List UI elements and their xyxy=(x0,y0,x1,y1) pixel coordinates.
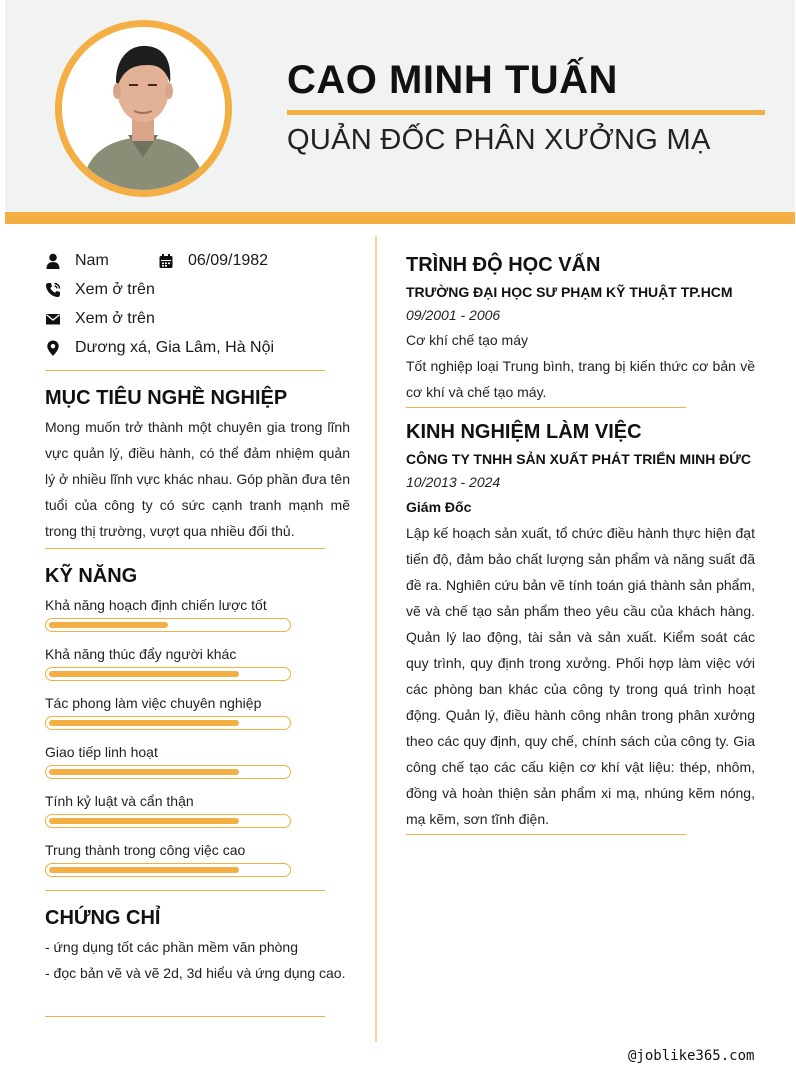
skill-label: Tác phong làm việc chuyên nghiệp xyxy=(45,695,262,711)
experience-period: 10/2013 - 2024 xyxy=(406,474,501,490)
skill-level-fill xyxy=(49,622,168,628)
column-divider xyxy=(375,236,377,1042)
objective-title: MỤC TIÊU NGHỀ NGHIỆP xyxy=(45,387,288,409)
candidate-name: CAO MINH TUẤN xyxy=(287,58,618,102)
phone-row xyxy=(45,279,155,301)
calendar-icon xyxy=(158,253,174,269)
envelope-icon xyxy=(45,311,61,327)
skill-label: Giao tiếp linh hoạt xyxy=(45,744,158,760)
map-pin-icon xyxy=(45,340,61,356)
education-major: Cơ khí chế tạo máy xyxy=(406,332,529,348)
skill-level-fill xyxy=(49,671,239,677)
skill-level-fill xyxy=(49,818,239,824)
experience-title: KINH NGHIỆM LÀM VIỆC xyxy=(406,421,642,443)
experience-position: Giám Đốc xyxy=(406,499,472,515)
skill-level-fill xyxy=(49,867,239,873)
skill-level-bar xyxy=(45,667,291,681)
skills-separator xyxy=(45,890,325,891)
profile-photo xyxy=(55,20,232,197)
skill-level-bar xyxy=(45,618,291,632)
person-icon xyxy=(45,253,61,269)
contact-separator xyxy=(45,370,325,371)
skill-level-fill xyxy=(49,720,239,726)
skill-level-fill xyxy=(49,769,239,775)
name-underline xyxy=(287,110,765,115)
gender-value: Nam xyxy=(75,252,109,269)
certificates-title: CHỨNG CHỈ xyxy=(45,907,161,929)
skill-level-bar xyxy=(45,863,291,877)
experience-description: Lập kế hoạch sản xuất, tổ chức điều hành thực hiện đạt tiến độ, đảm bảo chất lượng sản phẩm và năng suất đã đề ra. Nghiên cứu bản vẽ tính toán giá thành sản phẩm, vẽ và chế tạo sản phẩm theo yêu cầu của khách hàng. Quản lý lao động, tài sản và sản xuất. Kiểm soát các quy trình, quy định trong xưởng. Phối hợp làm việc với các phòng ban khác của công ty trong quá trình hoạt động. Quản lý, điều hành công nhân trong phân xưởng theo các quy định, quy chế, chính sách của công ty. Gia công chế tạo các cấu kiện cơ khí vật liệu: thép, nhôm, đồng và hoàn thiện sản phẩm xi mạ, nhúng kẽm nóng, mạ kẽm, sơn tĩnh điện. xyxy=(406,525,755,827)
skill-level-bar xyxy=(45,716,291,730)
skill-label: Khả năng hoạch định chiến lược tốt xyxy=(45,597,267,613)
education-period: 09/2001 - 2006 xyxy=(406,307,501,323)
school-name: TRƯỜNG ĐẠI HỌC SƯ PHẠM KỸ THUẬT TP.HCM xyxy=(406,284,733,300)
skill-label: Tính kỷ luật và cẩn thận xyxy=(45,793,194,809)
education-description: Tốt nghiệp loại Trung bình, trang bị kiến thức cơ bản về cơ khí và chế tạo máy. xyxy=(406,358,755,400)
certificate-item: - đọc bản vẽ và vẽ 2d, 3d hiểu và ứng dụng cao. xyxy=(45,965,346,981)
birthday-row xyxy=(158,250,268,272)
experience-separator xyxy=(406,834,686,835)
address-row xyxy=(45,337,274,359)
header-accent-bar xyxy=(5,212,795,224)
certificates-separator xyxy=(45,1016,325,1017)
skill-level-bar xyxy=(45,814,291,828)
objective-text: Mong muốn trở thành một chuyên gia trong lĩnh vực quản lý, điều hành, có thể đảm nhiệm quản lý ở nhiều lĩnh vực khác nhau. Góp phần đưa tên tuổi của công ty có sức cạnh tranh mạnh mẽ trong thị trường, vượt qua nhiều đối thủ. xyxy=(45,419,351,539)
phone-value: Xem ở trên xyxy=(75,281,155,298)
phone-icon xyxy=(45,282,61,298)
email-row xyxy=(45,308,155,330)
watermark-text: @joblike365.com xyxy=(628,1048,755,1064)
objective-separator xyxy=(45,548,325,549)
address-value: Dương xá, Gia Lâm, Hà Nội xyxy=(75,339,275,356)
certificate-item: - ứng dụng tốt các phần mềm văn phòng xyxy=(45,939,298,955)
skill-label: Trung thành trong công việc cao xyxy=(45,842,246,858)
education-separator xyxy=(406,407,686,408)
education-title: TRÌNH ĐỘ HỌC VẤN xyxy=(406,254,601,276)
email-value: Xem ở trên xyxy=(75,310,155,327)
skill-level-bar xyxy=(45,765,291,779)
birthday-value: 06/09/1982 xyxy=(188,252,269,269)
skills-title: KỸ NĂNG xyxy=(45,565,138,587)
skill-label: Khả năng thúc đẩy người khác xyxy=(45,646,237,662)
job-title: QUẢN ĐỐC PHÂN XƯỞNG MẠ xyxy=(287,124,711,156)
company-name: CÔNG TY TNHH SẢN XUẤT PHÁT TRIỂN MINH ĐỨC xyxy=(406,451,752,467)
gender-row xyxy=(45,250,109,272)
